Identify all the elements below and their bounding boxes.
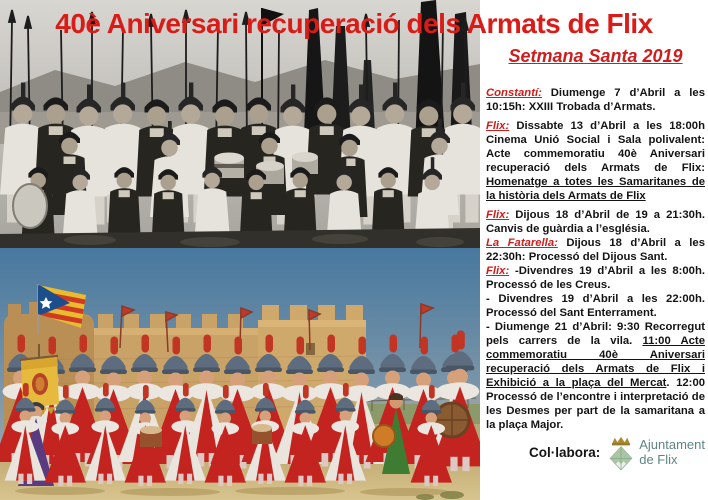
schedule-entry	[486, 264, 705, 292]
schedule	[486, 86, 705, 470]
round-shield	[13, 184, 47, 228]
subtitle: Setmana Santa 2019	[508, 46, 683, 66]
place-label: Flix:	[486, 209, 510, 221]
schedule-entry	[486, 292, 705, 320]
schedule-entry	[486, 236, 705, 264]
logo-text	[639, 438, 705, 467]
logo-line-2: de Flix	[639, 452, 678, 467]
logo-line-1: Ajuntament	[639, 437, 705, 453]
entry-underlined-text: Homenatge a totes les Samaritanes de la història dels Armats de Flix	[486, 176, 705, 202]
place-label: La Fatarella:	[486, 237, 558, 249]
page-title: 40è Aniversari recuperació dels Armats de Flix	[55, 8, 653, 39]
entry-text: Dissabte 13 d’Abril a les 18:00h Cinema Unió Social i Sala polivalent: Acte commemoratiu 40è Aniversari recuperació dels Armats de Flix:	[486, 120, 705, 174]
place-label: Flix:	[486, 265, 510, 277]
place-label: Flix:	[486, 120, 510, 132]
schedule-entry	[486, 320, 705, 432]
schedule-entry	[486, 86, 705, 114]
entry-text: - Diumenge 21 d’Abril: 9:30 Recorregut pels carrers de la vila.	[486, 321, 705, 347]
entry-text: Diumenge 7 d’Abril a les 10:15h: XXIII Trobada d’Armats.	[486, 87, 705, 113]
collabora-row	[486, 436, 705, 470]
entry-text: -Divendres 19 d’Abril a les 8:00h. Processó de les Creus.	[486, 265, 705, 291]
schedule-entry	[486, 119, 705, 203]
entry-text: Dijous 18 d’Abril a les 22:30h: Processó del Dijous Sant.	[486, 237, 706, 263]
ajuntament-logo	[608, 436, 705, 470]
entry-text: . 12:00 Processó de l’encontre i interpretació de les Desmes per part de la samaritana a la plaça Major.	[486, 377, 706, 431]
schedule-column	[484, 0, 707, 500]
entry-text: Dijous 18 d’Abril de 19 a 21:30h. Canvis de guàrdia a l’església.	[486, 209, 706, 235]
castle-photo-illustration	[0, 248, 480, 500]
collabora-label: Col·labora:	[528, 445, 601, 460]
entry-underlined-text: 11:00 Acte commemoratiu 40è Aniversari recuperació dels Armats de Flix i Exhibició a la plaça del Mercat	[486, 335, 705, 389]
photo-armats-castle	[0, 248, 480, 500]
schedule-entry	[486, 208, 705, 236]
flix-crest-icon	[608, 436, 634, 470]
place-label: Constantí:	[486, 87, 542, 99]
entry-text: - Divendres 19 d’Abril a les 22:00h. Processó del Sant Enterrament.	[486, 293, 705, 319]
